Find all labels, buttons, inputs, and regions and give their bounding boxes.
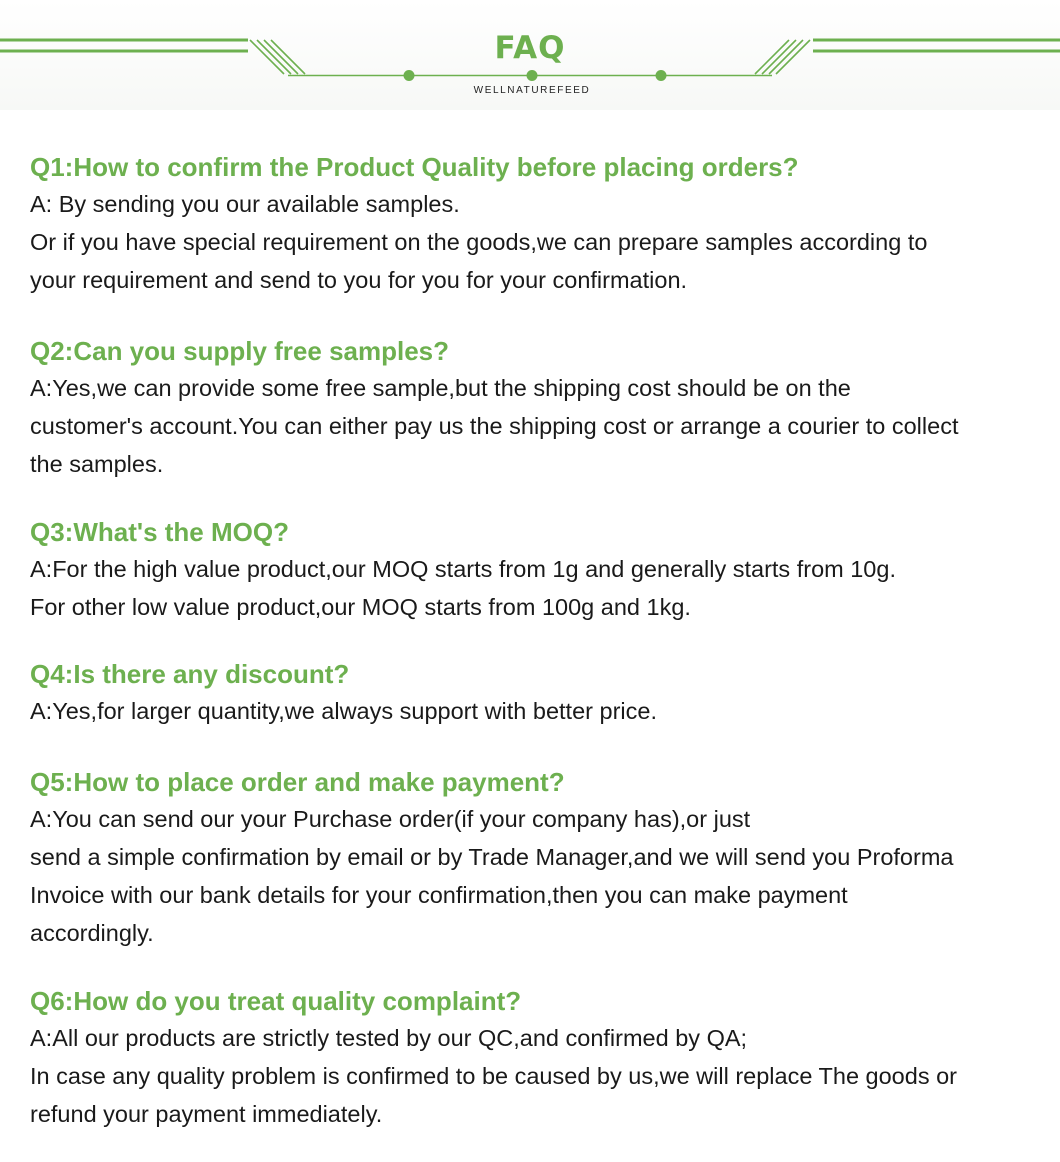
faq-question: Q5:How to place order and make payment? bbox=[30, 767, 565, 797]
faq-item bbox=[30, 514, 1040, 626]
faq-answer-line: A:You can send our your Purchase order(if your company has),or just bbox=[30, 806, 751, 832]
faq-item bbox=[30, 656, 1040, 730]
faq-answer-line: the samples. bbox=[30, 451, 164, 477]
faq-answer bbox=[30, 800, 1040, 952]
faq-answer-line: refund your payment immediately. bbox=[30, 1101, 383, 1127]
faq-answer-line: A: By sending you our available samples. bbox=[30, 191, 460, 217]
faq-question: Q2:Can you supply free samples? bbox=[30, 336, 450, 366]
faq-header-banner bbox=[0, 0, 1060, 110]
brand-name: WELLNATUREFEED bbox=[473, 85, 591, 96]
faq-answer-line: Or if you have special requirement on the goods,we can prepare samples according to bbox=[30, 229, 928, 255]
faq-item bbox=[30, 983, 1040, 1133]
faq-question: Q3:What's the MOQ? bbox=[30, 517, 289, 547]
left-dot bbox=[404, 70, 415, 81]
faq-answer bbox=[30, 369, 1040, 483]
faq-title: FAQ bbox=[494, 30, 566, 66]
faq-answer-line: A:All our products are strictly tested by our QC,and confirmed by QA; bbox=[30, 1025, 748, 1051]
faq-answer bbox=[30, 550, 1040, 626]
faq-answer-line: your requirement and send to you for you for your confirmation. bbox=[30, 267, 688, 293]
faq-item bbox=[30, 764, 1040, 952]
center-dot bbox=[527, 70, 538, 81]
faq-answer-line: For other low value product,our MOQ starts from 100g and 1kg. bbox=[30, 594, 691, 620]
faq-answer-line: A:Yes,we can provide some free sample,but the shipping cost should be on the bbox=[30, 375, 851, 401]
faq-item bbox=[30, 333, 1040, 483]
faq-answer bbox=[30, 1019, 1040, 1133]
faq-question: Q4:Is there any discount? bbox=[30, 659, 350, 689]
faq-answer-line: In case any quality problem is confirmed to be caused by us,we will replace The goods or bbox=[30, 1063, 957, 1089]
faq-question: Q1:How to confirm the Product Quality before placing orders? bbox=[30, 152, 799, 182]
faq-answer-line: customer's account.You can either pay us the shipping cost or arrange a courier to collect bbox=[30, 413, 959, 439]
right-dot bbox=[656, 70, 667, 81]
faq-answer bbox=[30, 692, 1040, 730]
faq-answer-line: accordingly. bbox=[30, 920, 154, 946]
faq-answer-line: send a simple confirmation by email or by Trade Manager,and we will send you Proforma bbox=[30, 844, 954, 870]
faq-answer bbox=[30, 185, 1040, 299]
faq-answer-line: A:For the high value product,our MOQ starts from 1g and generally starts from 10g. bbox=[30, 556, 896, 582]
faq-answer-line: A:Yes,for larger quantity,we always support with better price. bbox=[30, 698, 657, 724]
faq-answer-line: Invoice with our bank details for your confirmation,then you can make payment bbox=[30, 882, 848, 908]
faq-list bbox=[30, 149, 1040, 1133]
faq-item bbox=[30, 149, 1040, 299]
faq-question: Q6:How do you treat quality complaint? bbox=[30, 986, 522, 1016]
